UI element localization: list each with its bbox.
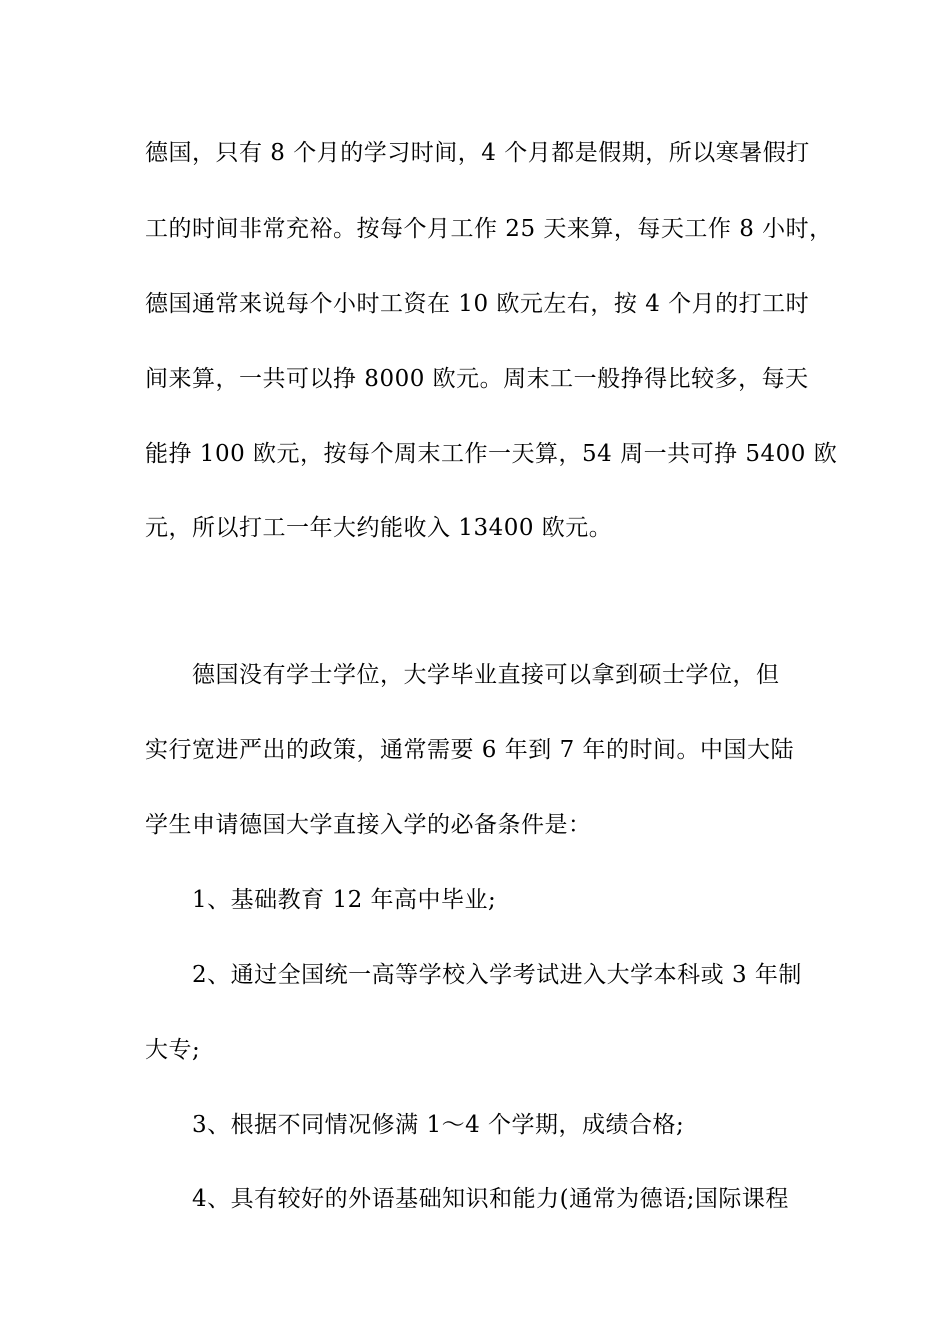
paragraph-1-line-3: 德国通常来说每个小时工资在 10 欧元左右，按 4 个月的打工时 — [145, 291, 810, 317]
requirement-item-2-line-1: 2、通过全国统一高等学校入学考试进入大学本科或 3 年制 — [192, 962, 802, 988]
requirement-item-3: 3、根据不同情况修满 1～4 个学期，成绩合格; — [192, 1112, 685, 1138]
paragraph-1-line-5: 能挣 100 欧元，按每个周末工作一天算，54 周一共可挣 5400 欧 — [145, 441, 838, 467]
paragraph-1-line-6: 元，所以打工一年大约能收入 13400 欧元。 — [145, 515, 613, 541]
requirement-item-2-line-2: 大专; — [145, 1037, 201, 1063]
paragraph-2-line-1: 德国没有学士学位，大学毕业直接可以拿到硕士学位，但 — [192, 662, 780, 688]
paragraph-1-line-2: 工的时间非常充裕。按每个月工作 25 天来算，每天工作 8 小时， — [145, 216, 833, 242]
paragraph-2-line-2: 实行宽进严出的政策，通常需要 6 年到 7 年的时间。中国大陆 — [145, 737, 795, 763]
requirement-item-1: 1、基础教育 12 年高中毕业; — [192, 887, 497, 913]
paragraph-2-line-3: 学生申请德国大学直接入学的必备条件是： — [145, 812, 592, 838]
requirement-item-4: 4、具有较好的外语基础知识和能力(通常为德语;国际课程 — [192, 1186, 789, 1212]
paragraph-1-line-4: 间来算，一共可以挣 8000 欧元。周末工一般挣得比较多，每天 — [145, 366, 809, 392]
paragraph-1-line-1: 德国，只有 8 个月的学习时间，4 个月都是假期，所以寒暑假打 — [145, 140, 810, 166]
